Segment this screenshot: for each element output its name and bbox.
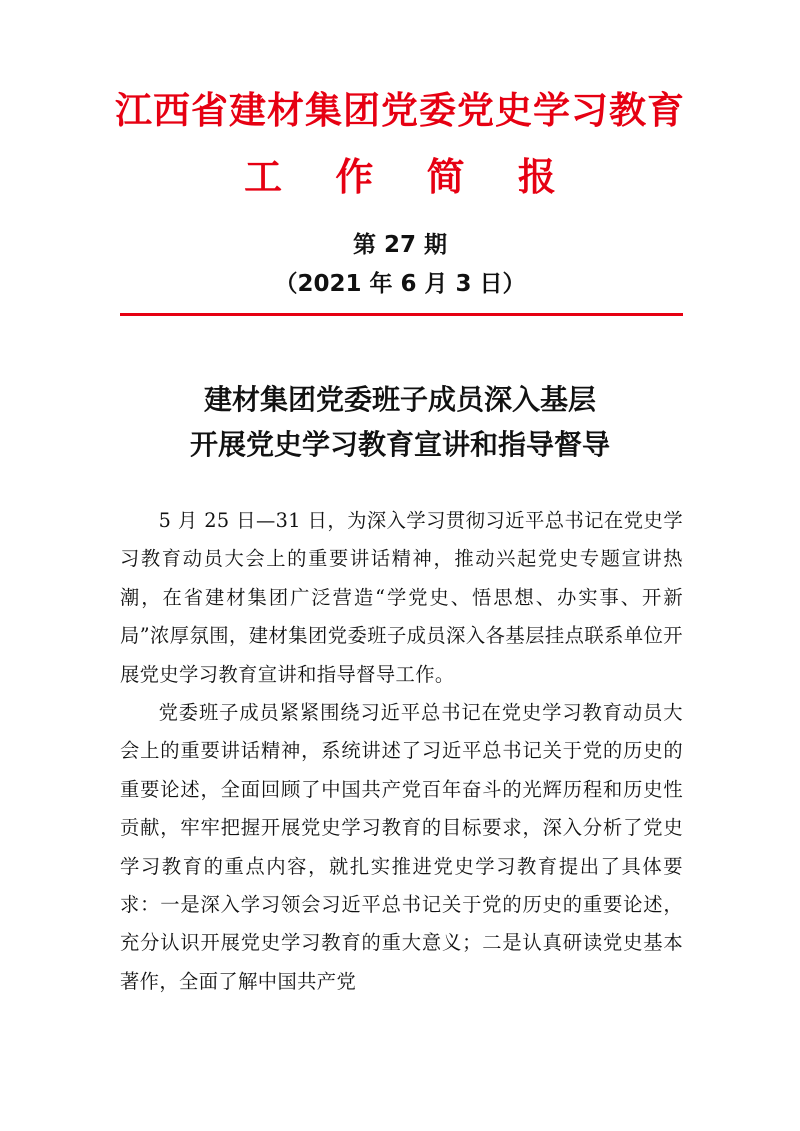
issue-date: （2021 年 6 月 3 日）: [274, 271, 526, 297]
masthead-divider: [120, 313, 683, 316]
article-headline-line1: 建材集团党委班子成员深入基层: [203, 383, 596, 416]
bulletin-title: 江西省建材集团党委党史学习教育: [115, 89, 685, 132]
bulletin-subtitle: 工 作 简 报: [244, 155, 576, 199]
article-body: [120, 502, 683, 1001]
issue-number: 第 27 期: [352, 232, 448, 258]
article-paragraph: 5 月 25 日—31 日，为深入学习贯彻习近平总书记在党史学习教育动员大会上的重要讲话精神，推动兴起党史专题宣讲热潮，在省建材集团广泛营造“学党史、悟思想、办实事、开新局”浓厚氛围，建材集团党委班子成员深入各基层挂点联系单位开展党史学习教育宣讲和指导督导工作。: [120, 509, 683, 686]
article-paragraph: 党委班子成员紧紧围绕习近平总书记在党史学习教育动员大会上的重要讲话精神，系统讲述了习近平总书记关于党的历史的重要论述，全面回顾了中国共产党百年奋斗的光辉历程和历史性贡献，牢牢把握开展党史学习教育的目标要求，深入分析了党史学习教育的重点内容，就扎实推进党史学习教育提出了具体要求：一是深入学习领会习近平总书记关于党的历史的重要论述，充分认识开展党史学习教育的重大意义；二是认真研读党史基本著作，全面了解中国共产党: [120, 701, 683, 993]
article-headline-line2: 开展党史学习教育宣讲和指导督导: [189, 428, 610, 461]
